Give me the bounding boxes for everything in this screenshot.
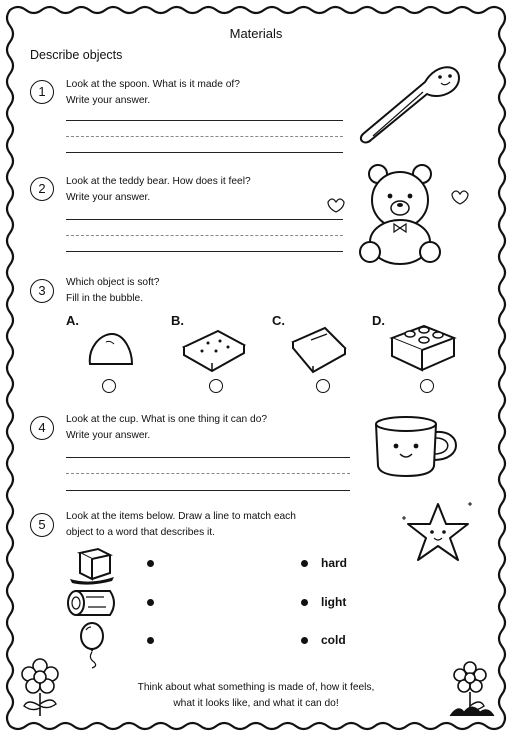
match-dot-left-3[interactable] bbox=[147, 637, 154, 644]
question-number-4: 4 bbox=[30, 416, 54, 440]
spoon-icon bbox=[355, 60, 465, 150]
book-icon bbox=[289, 322, 349, 374]
question-5-line-1: Look at the items below. Draw a line to match each bbox=[66, 511, 296, 522]
toy-brick-icon bbox=[388, 318, 458, 372]
answer-bubble-c[interactable] bbox=[316, 379, 330, 393]
match-word-light: light bbox=[321, 595, 347, 609]
ice-cube-icon bbox=[66, 545, 116, 585]
question-3-text bbox=[66, 275, 159, 307]
match-dot-right-3[interactable] bbox=[301, 637, 308, 644]
footer-line-1: Think about what something is made of, how it feels, bbox=[137, 682, 375, 693]
question-number-3: 3 bbox=[30, 279, 54, 303]
worksheet-subtitle: Describe objects bbox=[30, 48, 123, 62]
question-4-line-1: Look at the cup. What is one thing it can do? bbox=[66, 414, 268, 425]
question-2-line-2: Write your answer. bbox=[66, 192, 151, 203]
answer-bubble-b[interactable] bbox=[209, 379, 223, 393]
match-dot-left-1[interactable] bbox=[147, 560, 154, 567]
match-word-cold: cold bbox=[321, 633, 346, 647]
wooden-log-icon bbox=[64, 587, 120, 621]
question-3-line-1: Which object is soft? bbox=[66, 277, 160, 288]
footer-tip bbox=[60, 680, 452, 712]
question-3-line-2: Fill in the bubble. bbox=[66, 293, 144, 304]
answer-bubble-a[interactable] bbox=[102, 379, 116, 393]
question-2-line-1: Look at the teddy bear. How does it feel? bbox=[66, 176, 251, 187]
option-c-label: C. bbox=[272, 313, 285, 328]
flower-right-icon bbox=[450, 660, 500, 720]
rock-icon bbox=[86, 330, 136, 370]
worksheet-title: Materials bbox=[229, 26, 283, 41]
teddy-bear-icon bbox=[348, 162, 468, 272]
cup-icon bbox=[368, 410, 468, 480]
question-5-text bbox=[66, 509, 296, 541]
question-5-line-2: object to a word that describes it. bbox=[66, 527, 215, 538]
option-b-label: B. bbox=[171, 313, 184, 328]
question-4-line-2: Write your answer. bbox=[66, 430, 151, 441]
question-1-line-1: Look at the spoon. What is it made of? bbox=[66, 79, 240, 90]
match-dot-left-2[interactable] bbox=[147, 599, 154, 606]
question-2-text bbox=[66, 174, 251, 206]
option-a-label: A. bbox=[66, 313, 79, 328]
question-number-1: 1 bbox=[30, 80, 54, 104]
question-4-text bbox=[66, 412, 267, 444]
match-word-hard: hard bbox=[321, 556, 348, 570]
match-dot-right-2[interactable] bbox=[301, 599, 308, 606]
option-d-label: D. bbox=[372, 313, 385, 328]
question-1-line-2: Write your answer. bbox=[66, 95, 151, 106]
match-dot-right-1[interactable] bbox=[301, 560, 308, 567]
question-1-text bbox=[66, 77, 240, 109]
question-number-2: 2 bbox=[30, 177, 54, 201]
answer-bubble-d[interactable] bbox=[420, 379, 434, 393]
question-number-5: 5 bbox=[30, 513, 54, 537]
balloon-icon bbox=[78, 622, 108, 668]
folded-blanket-icon bbox=[178, 325, 248, 375]
star-icon bbox=[402, 500, 472, 566]
footer-line-2: what it looks like, and what it can do! bbox=[173, 698, 339, 709]
